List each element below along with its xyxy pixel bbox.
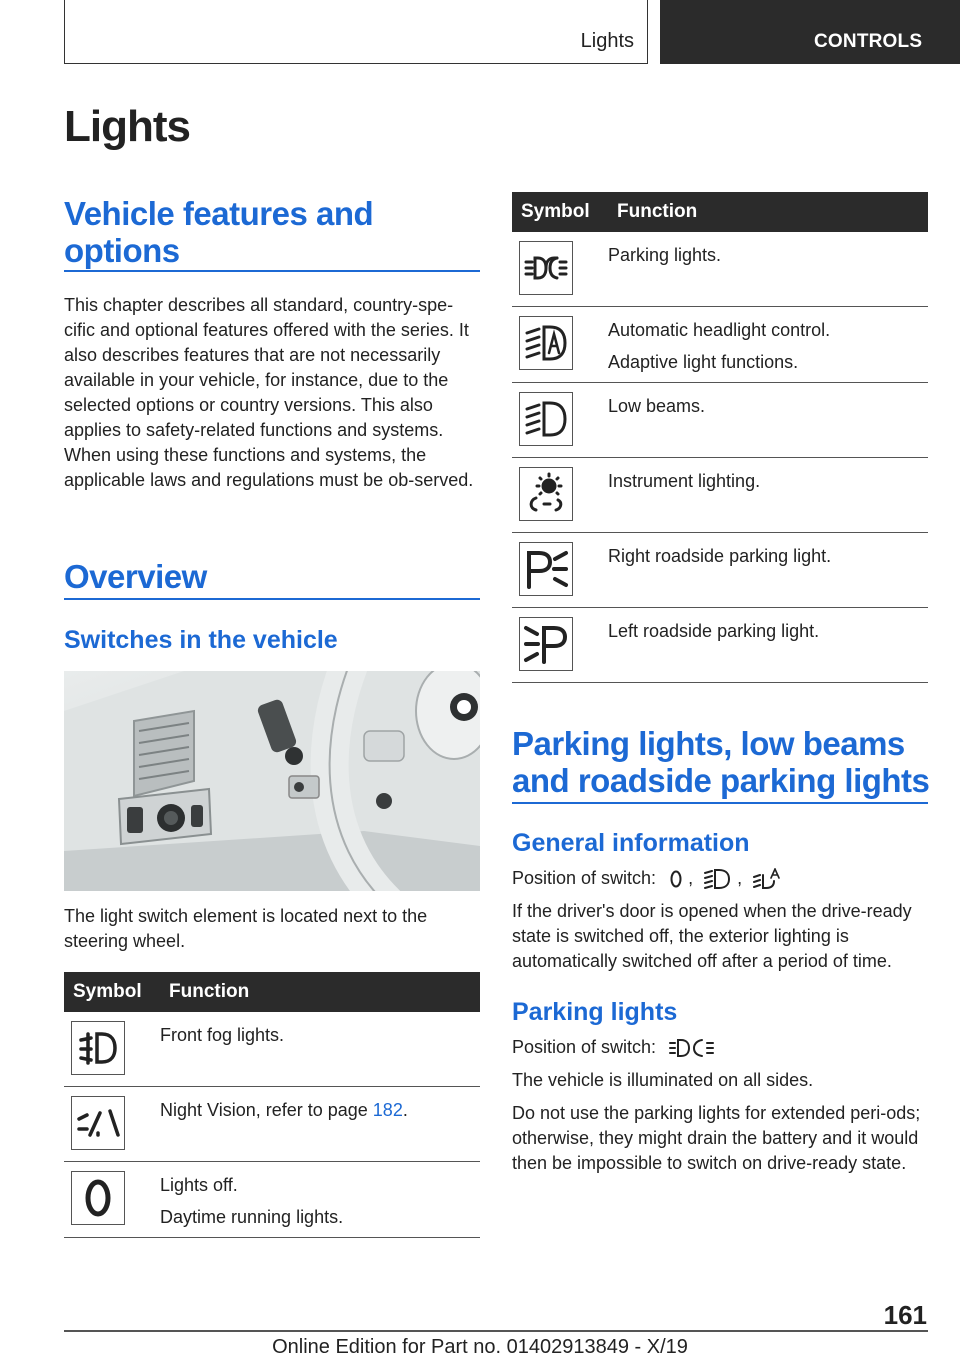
automatic-headlight-icon bbox=[753, 868, 781, 890]
function-text: Night Vision, refer to page bbox=[160, 1100, 373, 1120]
front-fog-lights-icon bbox=[71, 1021, 125, 1075]
table-row bbox=[512, 533, 928, 608]
photo-caption: The light switch element is located next to the steering wheel. bbox=[64, 906, 428, 951]
separator: , bbox=[737, 868, 743, 888]
general-information-paragraph: If the driver's door is opened when the drive-ready state is switched off, the exterior lighting is automatically switched off after a period of time. bbox=[512, 901, 912, 971]
lights-off-icon bbox=[669, 869, 683, 889]
function-text: Parking lights. bbox=[608, 245, 722, 265]
function-text: Automatic headlight control. bbox=[608, 320, 831, 340]
header-section-title: Lights bbox=[580, 30, 634, 52]
right-roadside-parking-icon bbox=[519, 542, 573, 596]
heading-rule bbox=[512, 802, 928, 804]
subheading-parking-lights: Parking lights bbox=[512, 998, 678, 1026]
switch-position-label: Position of switch: bbox=[512, 868, 657, 888]
symbol-table-left bbox=[64, 972, 480, 1238]
left-roadside-parking-icon bbox=[519, 617, 573, 671]
page-link[interactable]: 182 bbox=[372, 1100, 403, 1120]
switch-position-line bbox=[512, 866, 932, 891]
footer-edition: Online Edition for Part no. 01402913849 - X/19 bbox=[272, 1336, 688, 1358]
table-row bbox=[512, 608, 928, 683]
heading-vehicle-features: Vehicle features and options bbox=[64, 195, 374, 269]
function-text: Adaptive light functions. bbox=[608, 352, 799, 372]
light-switch-photo bbox=[64, 671, 480, 891]
function-text bbox=[160, 1098, 480, 1122]
heading-overview: Overview bbox=[64, 558, 207, 595]
features-paragraph: This chapter describes all standard, country-spe-cific and optional features offered with the series. It also describes features that are not necessarily available in your vehicle, for instance, due to the selected options or country versions. This also applies to safety-related functions and systems. When using these functions and systems, the applicable laws and regulations must be ob-served. bbox=[64, 295, 474, 490]
function-text: Right roadside parking light. bbox=[608, 546, 832, 566]
header-chapter-label: CONTROLS bbox=[814, 31, 923, 52]
page-number: 161 bbox=[883, 1300, 927, 1330]
header-chapter-tab bbox=[660, 0, 960, 64]
function-text: Lights off. bbox=[160, 1175, 238, 1195]
parking-lights-icon bbox=[519, 241, 573, 295]
table-row bbox=[64, 1162, 480, 1238]
switch-position-line bbox=[512, 1035, 928, 1060]
header-frame bbox=[64, 0, 648, 64]
heading-parking-lights: Parking lights, low beams and roadside parking lights bbox=[512, 725, 930, 799]
automatic-headlight-icon bbox=[519, 316, 573, 370]
low-beams-icon bbox=[704, 868, 732, 890]
table-row bbox=[64, 1087, 480, 1162]
table-row bbox=[512, 307, 928, 383]
subheading-general-information: General information bbox=[512, 829, 750, 857]
parking-lights-icon bbox=[669, 1037, 715, 1059]
table-row bbox=[512, 232, 928, 307]
table-row bbox=[64, 1012, 480, 1087]
function-text: Daytime running lights. bbox=[160, 1207, 344, 1227]
table-row bbox=[512, 458, 928, 533]
column-header-symbol: Symbol bbox=[512, 192, 608, 232]
heading-rule bbox=[64, 598, 480, 600]
subheading-switches: Switches in the vehicle bbox=[64, 626, 338, 654]
symbol-table-right bbox=[512, 192, 928, 683]
instrument-lighting-icon bbox=[519, 467, 573, 521]
function-text: Low beams. bbox=[608, 396, 706, 416]
function-text: Instrument lighting. bbox=[608, 471, 761, 491]
page-title: Lights bbox=[64, 102, 190, 151]
column-header-symbol: Symbol bbox=[64, 972, 160, 1012]
function-text: Front fog lights. bbox=[160, 1025, 285, 1045]
switch-position-label: Position of switch: bbox=[512, 1037, 657, 1057]
footer-rule bbox=[64, 1330, 928, 1332]
night-vision-icon bbox=[71, 1096, 125, 1150]
parking-lights-warning: Do not use the parking lights for extended peri-ods; otherwise, they might drain the battery and it would then be impossible to switch on drive-ready state. bbox=[512, 1103, 921, 1173]
function-text: . bbox=[402, 1100, 408, 1120]
lights-off-icon bbox=[71, 1171, 125, 1225]
column-header-function: Function bbox=[160, 972, 480, 1012]
low-beams-icon bbox=[519, 392, 573, 446]
heading-rule bbox=[64, 270, 480, 272]
column-header-function: Function bbox=[608, 192, 928, 232]
separator: , bbox=[688, 868, 694, 888]
table-row bbox=[512, 383, 928, 458]
parking-lights-text: The vehicle is illuminated on all sides. bbox=[512, 1070, 814, 1090]
function-text: Left roadside parking light. bbox=[608, 621, 820, 641]
